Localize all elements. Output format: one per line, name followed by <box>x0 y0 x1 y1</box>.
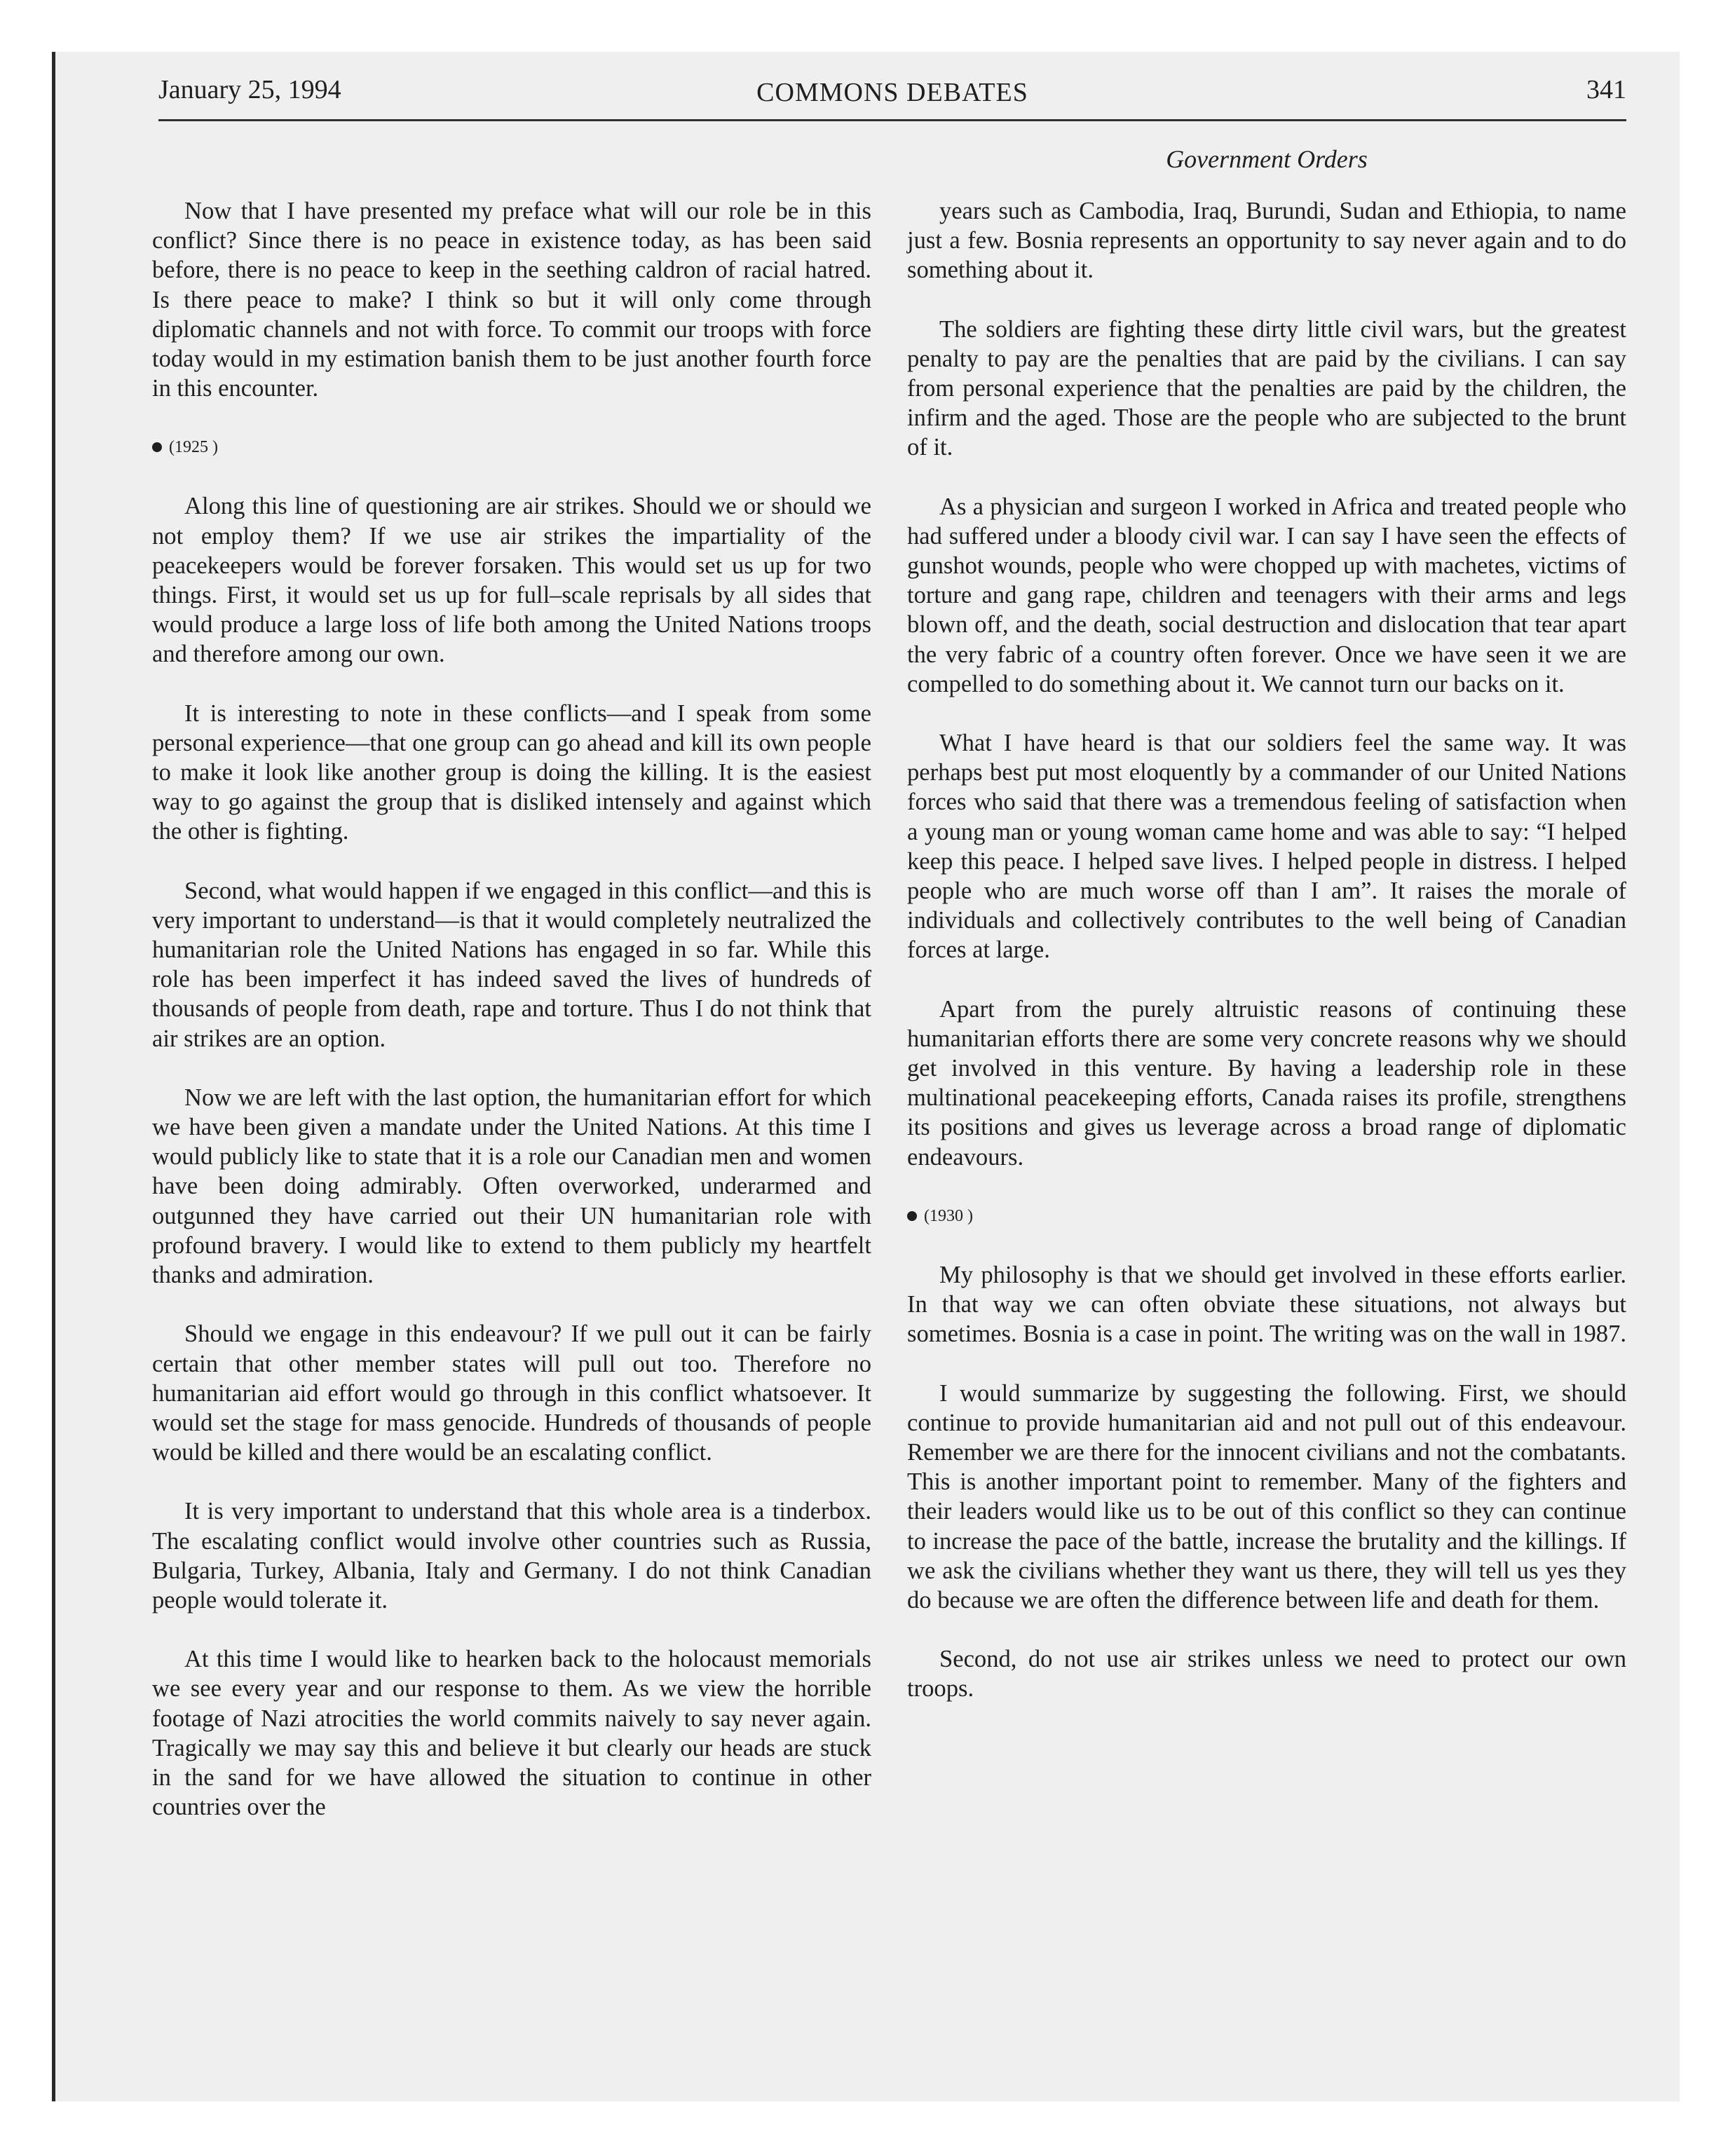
paragraph: Second, what would happen if we engaged in this conflict—and this is very important to understand—is that it would completely neutralized the humanitarian role the United Nations has engaged in so far. While this role has been imperfect it has indeed saved the lives of hundreds of thousands of people from death, rape and torture. Thus I do not think that air strikes are an option. <box>152 877 871 1052</box>
page-header <box>158 64 1626 121</box>
paragraph: At this time I would like to hearken back to the holocaust memorials we see every year and our response to them. As we view the horrible footage of Nazi atrocities the world commits naively to say never again. Tragically we may say this and believe it but clearly our heads are stuck in the sand for we have allowed the situation to continue in other countries over the <box>152 1646 871 1821</box>
paragraph: Along this line of questioning are air strikes. Should we or should we not employ them? If we use air strikes the impartiality of the peacekeepers would be forever forsaken. This would set us up for two things. First, it would set us up for full–scale reprisals by all sides that would produce a large loss of life both among the United Nations troops and therefore among our own. <box>152 493 871 668</box>
header-date: January 25, 1994 <box>158 75 341 104</box>
paragraph: Now we are left with the last option, the humanitarian effort for which we have been given a mandate under the United Nations. At this time I would publicly like to state that it is a role our Canadian men and women have been doing admirably. Often overworked, underarmed and outgunned they have carried out their UN humanitarian role with profound bravery. I would like to extend to them publicly my heartfelt thanks and admiration. <box>152 1084 871 1289</box>
paragraph: Should we engage in this endeavour? If we pull out it can be fairly certain that other member states will pull out too. Therefore no humanitarian aid effort would go through in this conflict whatsoever. It would set the stage for mass genocide. Hundreds of thousands of people would be killed and there would be an escalating conflict. <box>152 1321 871 1466</box>
bullet-icon <box>907 1211 917 1221</box>
paragraph: Apart from the purely altruistic reasons of continuing these humanitarian efforts there are some very concrete reasons why we should get involved in this venture. By having a leadership role in these multinational peacekeeping efforts, Canada raises its profile, strengthens its positions and gives us leverage across a broad range of diplomatic endeavours. <box>907 995 1626 1171</box>
paragraph: What I have heard is that our soldiers feel the same way. It was perhaps best put most eloquently by a commander of our United Nations forces who said that there was a tremendous feeling of satisfaction when a young man or young woman came home and was able to say: “I helped keep this peace. I helped save lives. I helped people in distress. I helped people who are much worse off than I am”. It raises the morale of individuals and collectively contributes to the well being of Canadian forces at large. <box>907 730 1626 964</box>
paragraph: It is very important to understand that this whole area is a tinderbox. The escalating conflict would involve other countries such as Russia, Bulgaria, Turkey, Albania, Italy and Germany. I do not think Canadian people would tolerate it. <box>152 1498 871 1613</box>
time-marker <box>907 1201 1626 1231</box>
scan-edge-shadow <box>52 52 55 2101</box>
paragraph: I would summarize by suggesting the following. First, we should continue to provide humanitarian aid and not pull out of this endeavour. Remember we are there for the innocent civilians and not the combatants. This is another important point to remember. Many of the fighters and their leaders would like us to be out of this conflict so they can continue to increase the pace of the battle, increase the brutality and the killings. If we ask the civilians whether they want us there, they will tell us yes they do because we are often the difference between life and death for them. <box>907 1379 1626 1613</box>
left-column <box>152 196 871 1851</box>
paragraph: As a physician and surgeon I worked in Africa and treated people who had suffered under a bloody civil war. I can say I have seen the effects of gunshot wounds, people who were chopped up with machetes, victims of torture and gang rape, children and teenagers with their arms and legs blown off, and the death, social destruction and dislocation that tear apart the very fabric of a country often forever. Once we have seen it we are compelled to do something about it. We cannot turn our backs on it. <box>907 493 1626 697</box>
header-page-number: 341 <box>1586 75 1626 104</box>
time-marker-label: (1925 ) <box>169 438 218 457</box>
header-title: COMMONS DEBATES <box>756 78 1028 107</box>
paragraph: Second, do not use air strikes unless we need to protect our own troops. <box>907 1646 1626 1703</box>
paragraph: The soldiers are fighting these dirty little civil wars, but the greatest penalty to pay are the penalties that are paid by the civilians. I can say from personal experience that the penalties are paid by the children, the infirm and the aged. Those are the people who are subjected to the brunt of it. <box>907 315 1626 461</box>
paragraph: Now that I have presented my preface what will our role be in this conflict? Since there is no peace in existence today, as has been said before, there is no peace to keep in the seething caldron of racial hatred. Is there peace to make? I think so but it will only come through diplomatic channels and not with force. To commit our troops with force today would in my estimation banish them to be just another fourth force in this encounter. <box>152 198 871 402</box>
section-label: Government Orders <box>1166 145 1368 173</box>
paragraph: years such as Cambodia, Iraq, Burundi, Sudan and Ethiopia, to name just a few. Bosnia represents an opportunity to say never again and to do something about it. <box>907 198 1626 284</box>
right-column <box>907 196 1626 1733</box>
paragraph: My philosophy is that we should get involved in these efforts earlier. In that way we can often obviate these situations, not always but sometimes. Bosnia is a case in point. The writing was on the wall in 1987. <box>907 1261 1626 1348</box>
time-marker <box>152 432 871 462</box>
bullet-icon <box>152 442 162 452</box>
time-marker-label: (1930 ) <box>924 1206 973 1225</box>
paragraph: It is interesting to note in these conflicts—and I speak from some personal experience—that one group can go ahead and kill its own people to make it look like another group is doing the killing. It is the easiest way to go against the group that is disliked intensely and against which the other is fighting. <box>152 700 871 845</box>
